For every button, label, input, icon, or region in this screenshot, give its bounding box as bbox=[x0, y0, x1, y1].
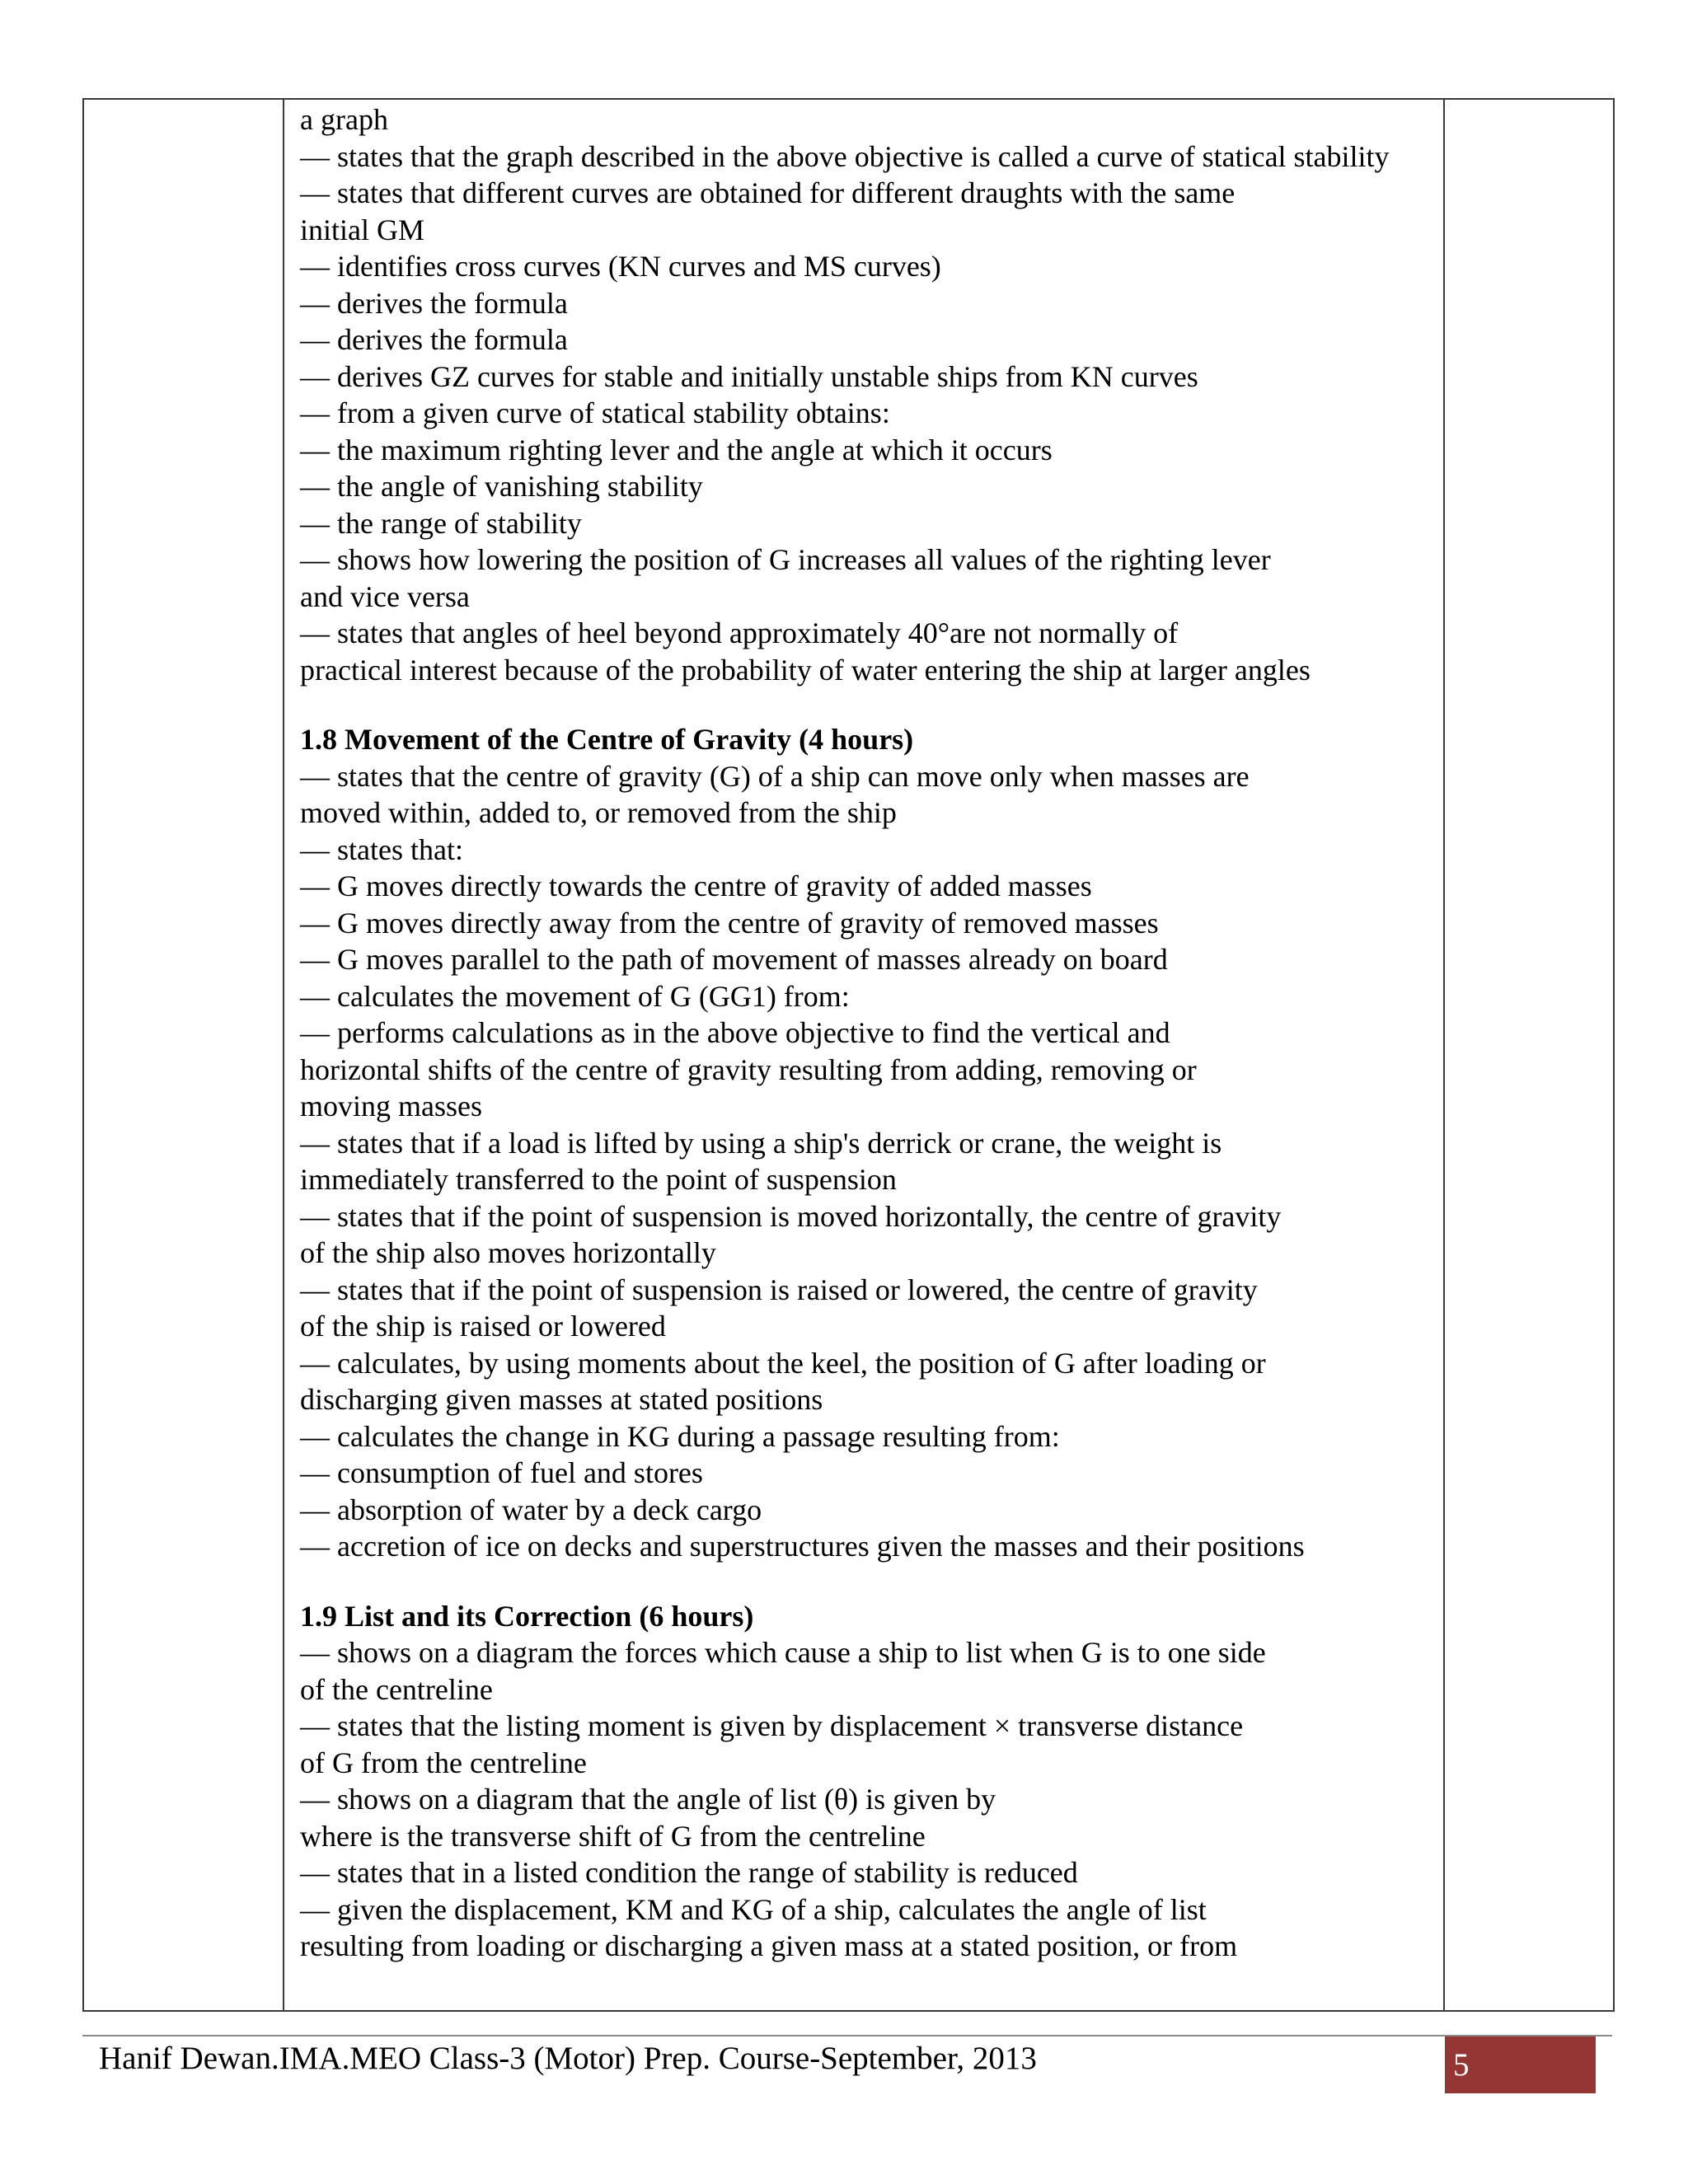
objective-line: immediately transferred to the point of suspension bbox=[300, 1163, 897, 1196]
objective-line: — G moves directly away from the centre of gravity of removed masses bbox=[300, 906, 1159, 940]
objective-line: a graph bbox=[300, 103, 388, 136]
objective-line: — calculates, by using moments about the keel, the position of G after loading or bbox=[300, 1346, 1266, 1380]
objective-line: where is the transverse shift of G from the centreline bbox=[300, 1819, 926, 1853]
objective-line: — G moves parallel to the path of movement of masses already on board bbox=[300, 943, 1168, 976]
objective-line: moving masses bbox=[300, 1090, 482, 1122]
objective-line: moved within, added to, or removed from the ship bbox=[300, 796, 897, 829]
objective-line: — performs calculations as in the above objective to find the vertical and bbox=[300, 1016, 1170, 1049]
objective-line: and vice versa bbox=[300, 579, 470, 613]
objective-line: of the centreline bbox=[300, 1672, 493, 1706]
objective-line: — states that if a load is lifted by using a ship's derrick or crane, the weight is bbox=[300, 1126, 1222, 1160]
objective-line: practical interest because of the probability of water entering the ship at larger angles bbox=[300, 653, 1311, 687]
objective-line: horizontal shifts of the centre of gravity resulting from adding, removing or bbox=[300, 1052, 1197, 1086]
objective-line: of the ship also moves horizontally bbox=[300, 1236, 716, 1269]
section-gap bbox=[300, 1565, 1437, 1598]
section-heading: 1.8 Movement of the Centre of Gravity (4 hours) bbox=[300, 723, 914, 756]
footer-text: Hanif Dewan.IMA.MEO Class-3 (Motor) Prep. Course-September, 2013 bbox=[99, 2041, 1037, 2076]
footer-divider bbox=[82, 2035, 1612, 2036]
objective-line: — states that if the point of suspension is raised or lowered, the centre of gravity bbox=[300, 1272, 1258, 1306]
objective-line: — derives GZ curves for stable and initially unstable ships from KN curves bbox=[300, 359, 1198, 393]
section-heading: 1.9 List and its Correction (6 hours) bbox=[300, 1599, 754, 1633]
objective-line: discharging given masses at stated positions bbox=[300, 1383, 823, 1416]
objective-line: — states that angles of heel beyond approximately 40°are not normally of bbox=[300, 616, 1179, 649]
objective-line: of G from the centreline bbox=[300, 1746, 587, 1779]
objective-line: — absorption of water by a deck cargo bbox=[300, 1493, 762, 1526]
objective-line: — the maximum righting lever and the angle at which it occurs bbox=[300, 433, 1053, 466]
objective-line: — consumption of fuel and stores bbox=[300, 1456, 703, 1489]
objective-line: — calculates the movement of G (GG1) from: bbox=[300, 979, 850, 1013]
objective-line: — derives the formula bbox=[300, 323, 568, 356]
objective-line: — the range of stability bbox=[300, 506, 582, 540]
section-gap bbox=[300, 688, 1437, 721]
objective-line: — given the displacement, KM and KG of a ship, calculates the angle of list bbox=[300, 1892, 1207, 1926]
objective-line: — identifies cross curves (KN curves and MS curves) bbox=[300, 250, 941, 283]
syllabus-content bbox=[300, 101, 1437, 1965]
objective-line: — shows on a diagram that the angle of list (θ) is given by bbox=[300, 1783, 996, 1816]
objective-line: — states that: bbox=[300, 832, 463, 866]
objective-line: — states that if the point of suspension is moved horizontally, the centre of gravity bbox=[300, 1199, 1282, 1233]
page-number: 5 bbox=[1445, 2036, 1596, 2093]
objective-line: — states that the listing moment is given by displacement × transverse distance bbox=[300, 1709, 1244, 1742]
objective-line: initial GM bbox=[300, 213, 424, 246]
objective-line: — accretion of ice on decks and superstructures given the masses and their positions bbox=[300, 1530, 1305, 1563]
objective-line: — derives the formula bbox=[300, 286, 568, 320]
objective-line: — states that different curves are obtained for different draughts with the same bbox=[300, 176, 1236, 209]
objective-line: resulting from loading or discharging a given mass at a stated position, or from bbox=[300, 1929, 1238, 1962]
objective-line: — calculates the change in KG during a passage resulting from: bbox=[300, 1419, 1060, 1453]
objective-line: — G moves directly towards the centre of gravity of added masses bbox=[300, 869, 1092, 902]
objective-line: — states that the centre of gravity (G) of a ship can move only when masses are bbox=[300, 759, 1250, 793]
objective-line: — from a given curve of statical stability obtains: bbox=[300, 396, 890, 429]
syllabus-table bbox=[82, 98, 1615, 2012]
objective-line: — states that the graph described in the above objective is called a curve of statical stability bbox=[300, 139, 1390, 173]
objective-line: — states that in a listed condition the range of stability is reduced bbox=[300, 1856, 1078, 1889]
objective-line: — shows how lowering the position of G increases all values of the righting lever bbox=[300, 543, 1271, 576]
table-column-divider bbox=[283, 100, 284, 2010]
objective-line: — the angle of vanishing stability bbox=[300, 470, 703, 503]
table-column-divider bbox=[1443, 100, 1445, 2010]
objective-line: of the ship is raised or lowered bbox=[300, 1310, 666, 1343]
objective-line: — shows on a diagram the forces which cause a ship to list when G is to one side bbox=[300, 1636, 1266, 1669]
